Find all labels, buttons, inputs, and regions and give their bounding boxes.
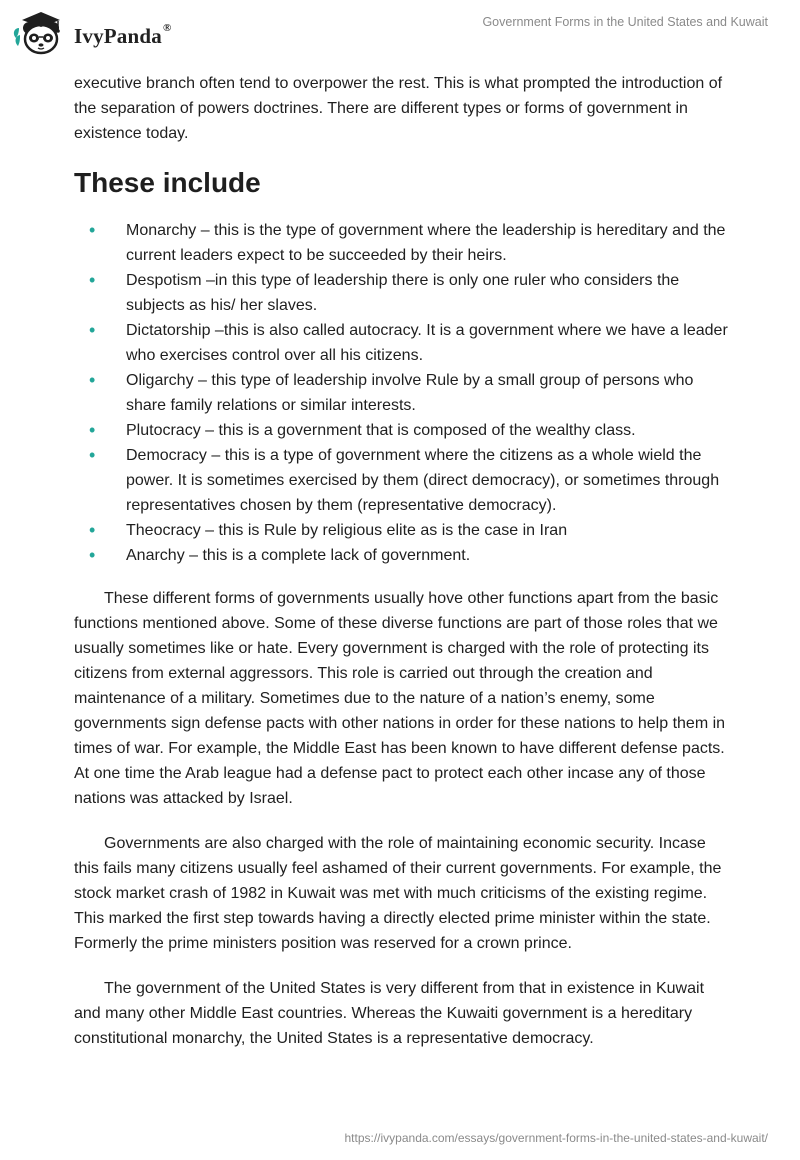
body-paragraph-economy: Governments are also charged with the role of maintaining economic security. Incase this fails many citizens usually feel ashamed of their current governments. For example, the stock market crash of 1982 in Kuwait was met with much criticisms of the existing regime. This marked the first step towards having a directly elected prime minister within the state. Formerly the prime ministers position was reserved for a crown prince. — [74, 835, 722, 952]
list-item: • Anarchy – this is a complete lack of government. — [74, 543, 734, 568]
ivypanda-logo[interactable] — [12, 8, 171, 58]
bullet-icon: • — [89, 370, 96, 390]
list-item: • Theocracy – this is Rule by religious elite as is the case in Iran — [74, 518, 734, 543]
bullet-icon: • — [89, 270, 96, 290]
intro-paragraph: executive branch often tend to overpower the rest. This is what prompted the introduction of the separation of powers doctrines. There are different types or forms of government in existence today. — [74, 75, 723, 142]
essay-content — [74, 71, 734, 1071]
bullet-icon: • — [89, 420, 96, 440]
source-url[interactable]: https://ivypanda.com/essays/government-forms-in-the-united-states-and-kuwait/ — [344, 1131, 768, 1145]
list-item: • Dictatorship –this is also called autocracy. It is a government where we have a leader who exercises control over all his citizens. — [89, 320, 728, 364]
section-heading: These include — [74, 167, 261, 198]
bullet-icon: • — [89, 545, 96, 565]
list-item: • Plutocracy – this is a government that is composed of the wealthy class. — [74, 418, 734, 443]
panda-graduate-icon — [12, 8, 70, 58]
list-item: • Despotism –in this type of leadership there is only one ruler who considers the subjects as his/ her slaves. — [89, 270, 680, 314]
list-item: • Democracy – this is a type of government where the citizens as a whole wield the power. It is sometimes exercised by them (direct democracy), or sometimes through representatives chosen by them (representative democracy). — [89, 445, 720, 514]
government-forms-list — [74, 218, 734, 568]
list-item: • Oligarchy – this type of leadership involve Rule by a small group of persons who share family relations or similar interests. — [89, 370, 694, 414]
bullet-icon: • — [89, 320, 96, 340]
bullet-icon: • — [89, 445, 96, 465]
bullet-icon: • — [89, 220, 96, 240]
document-title: Government Forms in the United States and Kuwait — [482, 15, 768, 29]
brand-name: IvyPanda® — [74, 21, 172, 48]
bullet-icon: • — [89, 520, 96, 540]
list-item: • Monarchy – this is the type of government where the leadership is hereditary and the current leaders expect to be succeeded by their heirs. — [89, 220, 726, 264]
body-paragraph-comparison: The government of the United States is very different from that in existence in Kuwait and many other Middle East countries. Whereas the Kuwaiti government is a hereditary constitutional monarchy, the United States is a representative democracy. — [74, 980, 705, 1047]
body-paragraph-functions: These different forms of governments usually hove other functions apart from the basic functions mentioned above. Some of these diverse functions are part of those roles that we usually sometimes like or hate. Every government is charged with the role of protecting its citizens from external aggressors. This role is carried out through the creation and maintenance of a military. Sometimes due to the nature of a nation’s enemy, some governments sign defense pacts with other nations in order for these nations to help them in times of war. For example, the Middle East has been known to have different defense pacts. At one time the Arab league had a defense pact to protect each other incase any of those nations was attacked by Israel. — [74, 590, 726, 807]
page-header — [0, 0, 800, 62]
